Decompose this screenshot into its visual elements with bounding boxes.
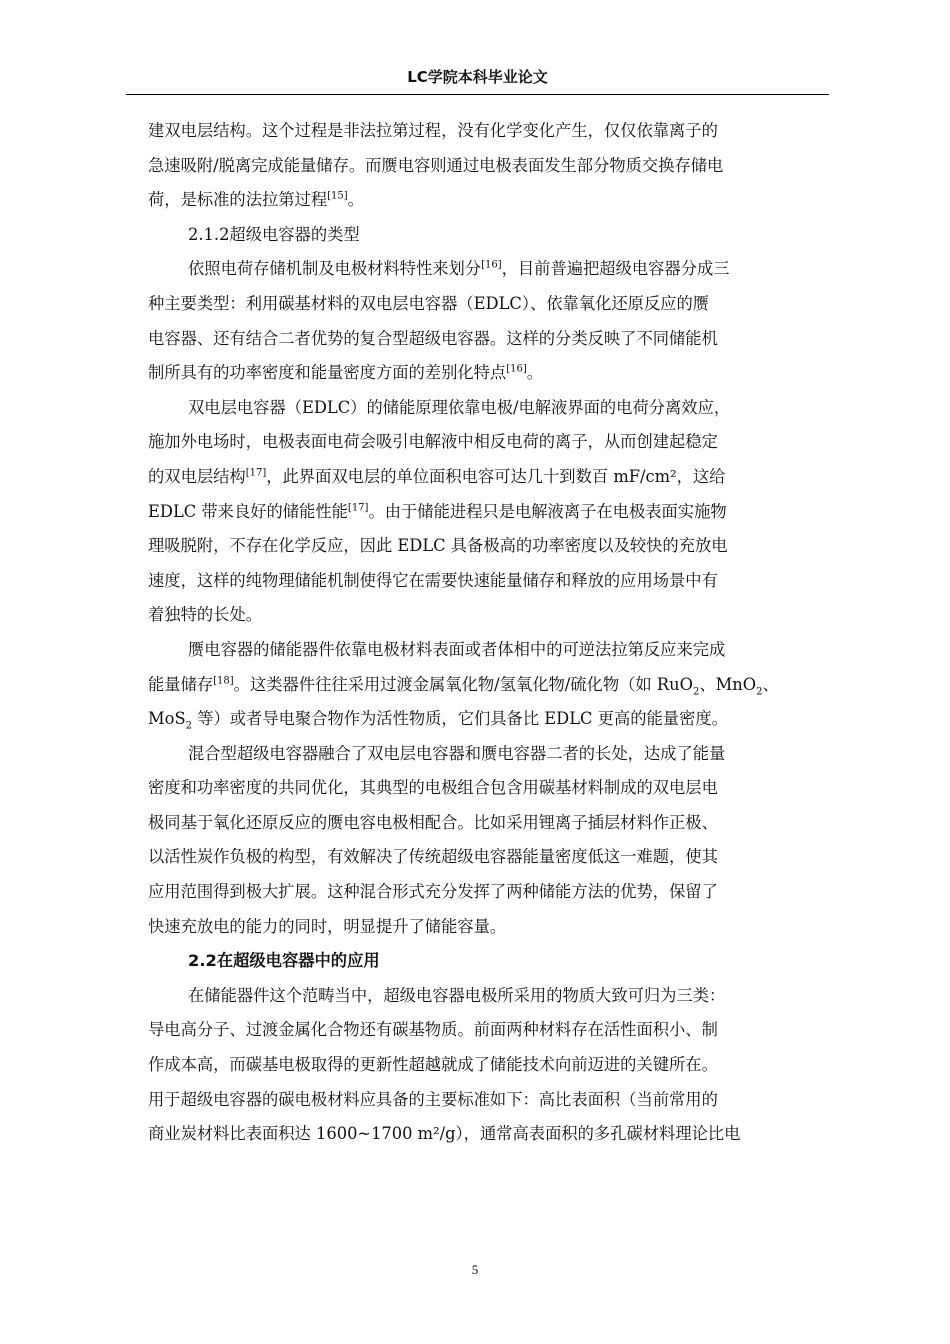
citation: [17] [245, 467, 267, 479]
text-line [148, 495, 830, 530]
line-text: 2.1.2超级电容器的类型 [188, 224, 360, 244]
line-text: 以活性炭作负极的构型，有效解决了传统超级电容器能量密度低这一难题，使其 [148, 847, 718, 867]
text-line [148, 840, 830, 875]
line-text: 荷，是标准的法拉第过程 [148, 190, 328, 210]
line-text-cont: 、 [762, 674, 779, 694]
line-text: 密度和功率密度的共同优化，其典型的电极组合包含用碳基材料制成的双电层电 [148, 778, 718, 798]
text-line [148, 598, 830, 633]
line-text: 混合型超级电容器融合了双电层电容器和赝电容器二者的长处，达成了能量 [188, 743, 726, 763]
line-text: 电容器、还有结合二者优势的复合型超级电容器。这样的分类反映了不同储能机 [148, 328, 718, 348]
text-line [148, 1083, 830, 1118]
line-text: 用于超级电容器的碳电极材料应具备的主要标准如下：高比表面积（当前常用的 [148, 1089, 718, 1109]
subscript: 2 [692, 685, 700, 697]
subscript: 2 [185, 720, 193, 732]
text-line [148, 183, 830, 218]
page-header: LC学院本科毕业论文 [126, 66, 829, 95]
text-line [148, 114, 830, 149]
line-text-cont: 等）或者导电聚合物作为活性物质，它们具备比 EDLC 更高的能量密度。 [192, 709, 728, 729]
text-line [148, 633, 830, 668]
citation: [16] [481, 259, 502, 271]
text-line [148, 218, 830, 253]
line-text: 双电层电容器（EDLC）的储能原理依靠电极/电解液界面的电荷分离效应， [188, 397, 731, 417]
text-line [148, 391, 830, 426]
text-line [148, 875, 830, 910]
line-text-cont: ，目前普遍把超级电容器分成三 [501, 259, 730, 279]
line-text: 种主要类型：利用碳基材料的双电层电容器（EDLC）、依靠氧化还原反应的赝 [148, 293, 710, 313]
text-line [148, 356, 830, 391]
text-line [148, 529, 830, 564]
line-text: 施加外电场时，电极表面电荷会吸引电解液中相反电荷的离子，从而创建起稳定 [148, 432, 718, 452]
body-text [148, 114, 830, 1152]
citation: [16] [506, 363, 527, 375]
text-line [148, 1048, 830, 1083]
section-heading [148, 944, 830, 979]
line-text: EDLC 带来良好的储能性能 [148, 501, 348, 521]
line-text: 着独特的长处。 [148, 605, 262, 625]
line-text: 作成本高，而碳基电极取得的更新性超越就成了储能技术向前迈进的关键所在。 [148, 1055, 718, 1075]
page-number: 5 [471, 1262, 479, 1277]
line-text-cont: ，此界面双电层的单位面积电容可达几十到数百 mF/cm²，这给 [266, 466, 726, 486]
text-line [148, 564, 830, 599]
line-text: 理吸脱附，不存在化学反应，因此 EDLC 具备极高的功率密度以及较快的充放电 [148, 536, 728, 556]
line-text: 的双电层结构 [148, 466, 246, 486]
line-text: 建双电层结构。这个过程是非法拉第过程，没有化学变化产生，仅仅依靠离子的 [148, 121, 718, 140]
text-line [148, 771, 830, 806]
line-text-cont: 。这类器件往往采用过渡金属氧化物/氢氧化物/硫化物（如 RuO [233, 674, 693, 694]
text-line [148, 149, 830, 184]
text-line [148, 979, 830, 1014]
line-text: 在储能器件这个范畴当中，超级电容器电极所采用的物质大致可归为三类： [188, 985, 726, 1005]
text-line [148, 702, 830, 737]
text-line [148, 425, 830, 460]
line-text: 速度，这样的纯物理储能机制使得它在需要快速能量储存和释放的应用场景中有 [148, 570, 718, 590]
text-line [148, 252, 830, 287]
citation: [18] [213, 675, 234, 687]
line-text: 极同基于氧化还原反应的赝电容电极相配合。比如采用锂离子插层材料作正极、 [148, 812, 718, 832]
line-text: 2.2在超级电容器中的应用 [188, 951, 380, 971]
line-text: MoS [148, 709, 186, 729]
text-line [148, 322, 830, 357]
text-line [148, 668, 830, 703]
citation: [15] [327, 190, 348, 202]
line-text-cont: 、MnO [699, 674, 757, 694]
subscript: 2 [756, 685, 763, 697]
line-text: 急速吸附/脱离完成能量储存。而赝电容则通过电极表面发生部分物质交换存储电 [148, 155, 724, 175]
line-text-cont: 。由于储能进程只是电解液离子在电极表面实施物 [368, 501, 727, 521]
text-line [148, 1117, 830, 1152]
line-text: 依照电荷存储机制及电极材料特性来划分 [188, 259, 482, 279]
text-line [148, 460, 830, 495]
line-text: 能量储存 [148, 674, 214, 694]
text-line [148, 737, 830, 772]
line-text: 商业炭材料比表面积达 1600~1700 m²/g），通常高表面积的多孔碳材料理论比电 [148, 1124, 741, 1144]
text-line [148, 910, 830, 945]
citation: [17] [347, 502, 369, 514]
line-text: 赝电容器的储能器件依靠电极材料表面或者体相中的可逆法拉第反应来完成 [188, 639, 726, 659]
text-line [148, 287, 830, 322]
line-text: 应用范围得到极大扩展。这种混合形式充分发挥了两种储能方法的优势，保留了 [148, 882, 718, 902]
line-text-cont: 。 [526, 363, 544, 383]
text-line [148, 1013, 830, 1048]
text-line [148, 806, 830, 841]
line-text-cont: 。 [347, 190, 364, 210]
line-text: 制所具有的功率密度和能量密度方面的差别化特点 [148, 363, 507, 383]
line-text: 快速充放电的能力的同时，明显提升了储能容量。 [148, 916, 507, 936]
line-text: 导电高分子、过渡金属化合物还有碳基物质。前面两种材料存在活性面积小、制 [148, 1020, 718, 1040]
